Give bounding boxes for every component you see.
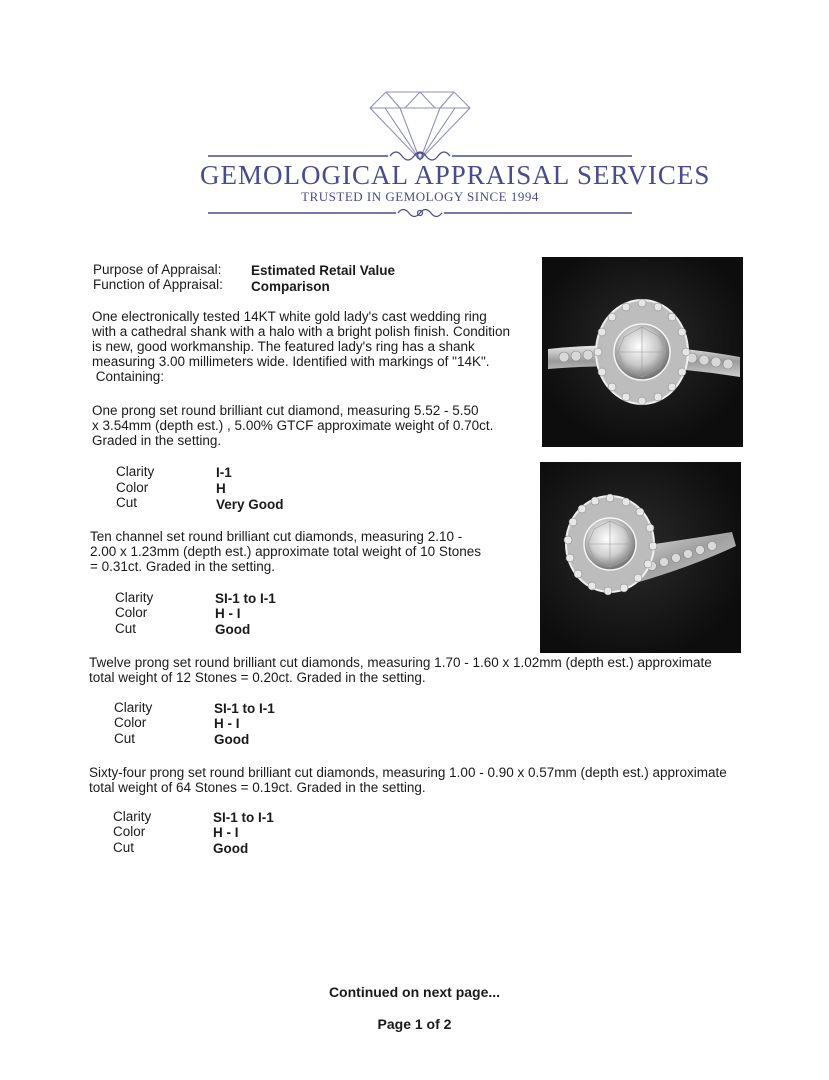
stone-line: Ten channel set round brilliant cut diamonds, measuring 2.10 - [90, 529, 463, 544]
description-line: Containing: [92, 369, 165, 384]
grade-label: Clarity [115, 590, 154, 605]
ring-photo-angle-image [540, 462, 741, 653]
stone-line: Graded in the setting. [92, 433, 222, 448]
grade-value: Good [214, 732, 250, 747]
company-tagline: TRUSTED IN GEMOLOGY SINCE 1994 [301, 189, 539, 204]
function-value: Comparison [251, 279, 330, 294]
grade-value: H [216, 481, 226, 496]
grade-value: Very Good [216, 497, 284, 512]
description-line: with a cathedral shank with a halo with a bright polish finish. Condition [92, 324, 510, 339]
stone-line: 2.00 x 1.23mm (depth est.) approximate total weight of 10 Stones [90, 544, 481, 559]
function-label: Function of Appraisal: [93, 277, 223, 292]
company-name: GEMOLOGICAL APPRAISAL SERVICES [200, 160, 711, 190]
grade-value: H - I [215, 606, 241, 621]
stone-line: Sixty-four prong set round brilliant cut diamonds, measuring 1.00 - 0.90 x 0.57mm (depth est.) approximate [89, 765, 727, 780]
grade-label: Cut [113, 840, 135, 855]
stone-line: One prong set round brilliant cut diamond, measuring 5.52 - 5.50 [92, 403, 479, 418]
grade-value: I-1 [216, 465, 232, 480]
description-line: measuring 3.00 millimeters wide. Identified with markings of "14K". [92, 354, 490, 369]
stone-description [89, 765, 727, 795]
grade-label: Color [116, 480, 149, 495]
grade-value: Good [213, 841, 249, 856]
grade-value: Good [215, 622, 251, 637]
grade-label: Cut [116, 495, 138, 510]
grade-label: Cut [114, 731, 136, 746]
grade-label: Color [113, 824, 146, 839]
grade-value: H - I [213, 825, 239, 840]
grade-value: SI-1 to I-1 [214, 701, 275, 716]
stone-line: x 3.54mm (depth est.) , 5.00% GTCF approximate weight of 0.70ct. [92, 418, 494, 433]
ring-photo-angle [540, 462, 741, 653]
stone-line: Twelve prong set round brilliant cut diamonds, measuring 1.70 - 1.60 x 1.02mm (depth est.) approximate [89, 655, 712, 670]
ring-photo-top [542, 257, 743, 447]
purpose-value: Estimated Retail Value [251, 263, 396, 278]
stone-line: total weight of 64 Stones = 0.19ct. Graded in the setting. [89, 780, 426, 795]
stone-description [92, 403, 493, 448]
grade-label: Color [115, 605, 148, 620]
stone-description [90, 529, 481, 574]
continued-note: Continued on next page... [328, 984, 501, 1000]
purpose-label: Purpose of Appraisal: [93, 262, 222, 277]
page-number: Page 1 of 2 [377, 1016, 452, 1032]
description-line: is new, good workmanship. The featured lady's ring has a shank [92, 339, 475, 354]
grade-label: Clarity [116, 464, 155, 479]
grade-label: Cut [115, 621, 137, 636]
grade-label: Clarity [113, 809, 152, 824]
stone-description [89, 655, 712, 685]
ring-photo-top-image [542, 257, 743, 447]
grade-label: Color [114, 715, 147, 730]
description-line: One electronically tested 14KT white gold lady's cast wedding ring [92, 309, 487, 324]
grade-value: SI-1 to I-1 [213, 810, 274, 825]
grade-value: H - I [214, 716, 240, 731]
stone-line: total weight of 12 Stones = 0.20ct. Graded in the setting. [89, 670, 426, 685]
grade-value: SI-1 to I-1 [215, 591, 276, 606]
item-description [92, 309, 510, 384]
stone-line: = 0.31ct. Graded in the setting. [90, 559, 275, 574]
grade-label: Clarity [114, 700, 153, 715]
